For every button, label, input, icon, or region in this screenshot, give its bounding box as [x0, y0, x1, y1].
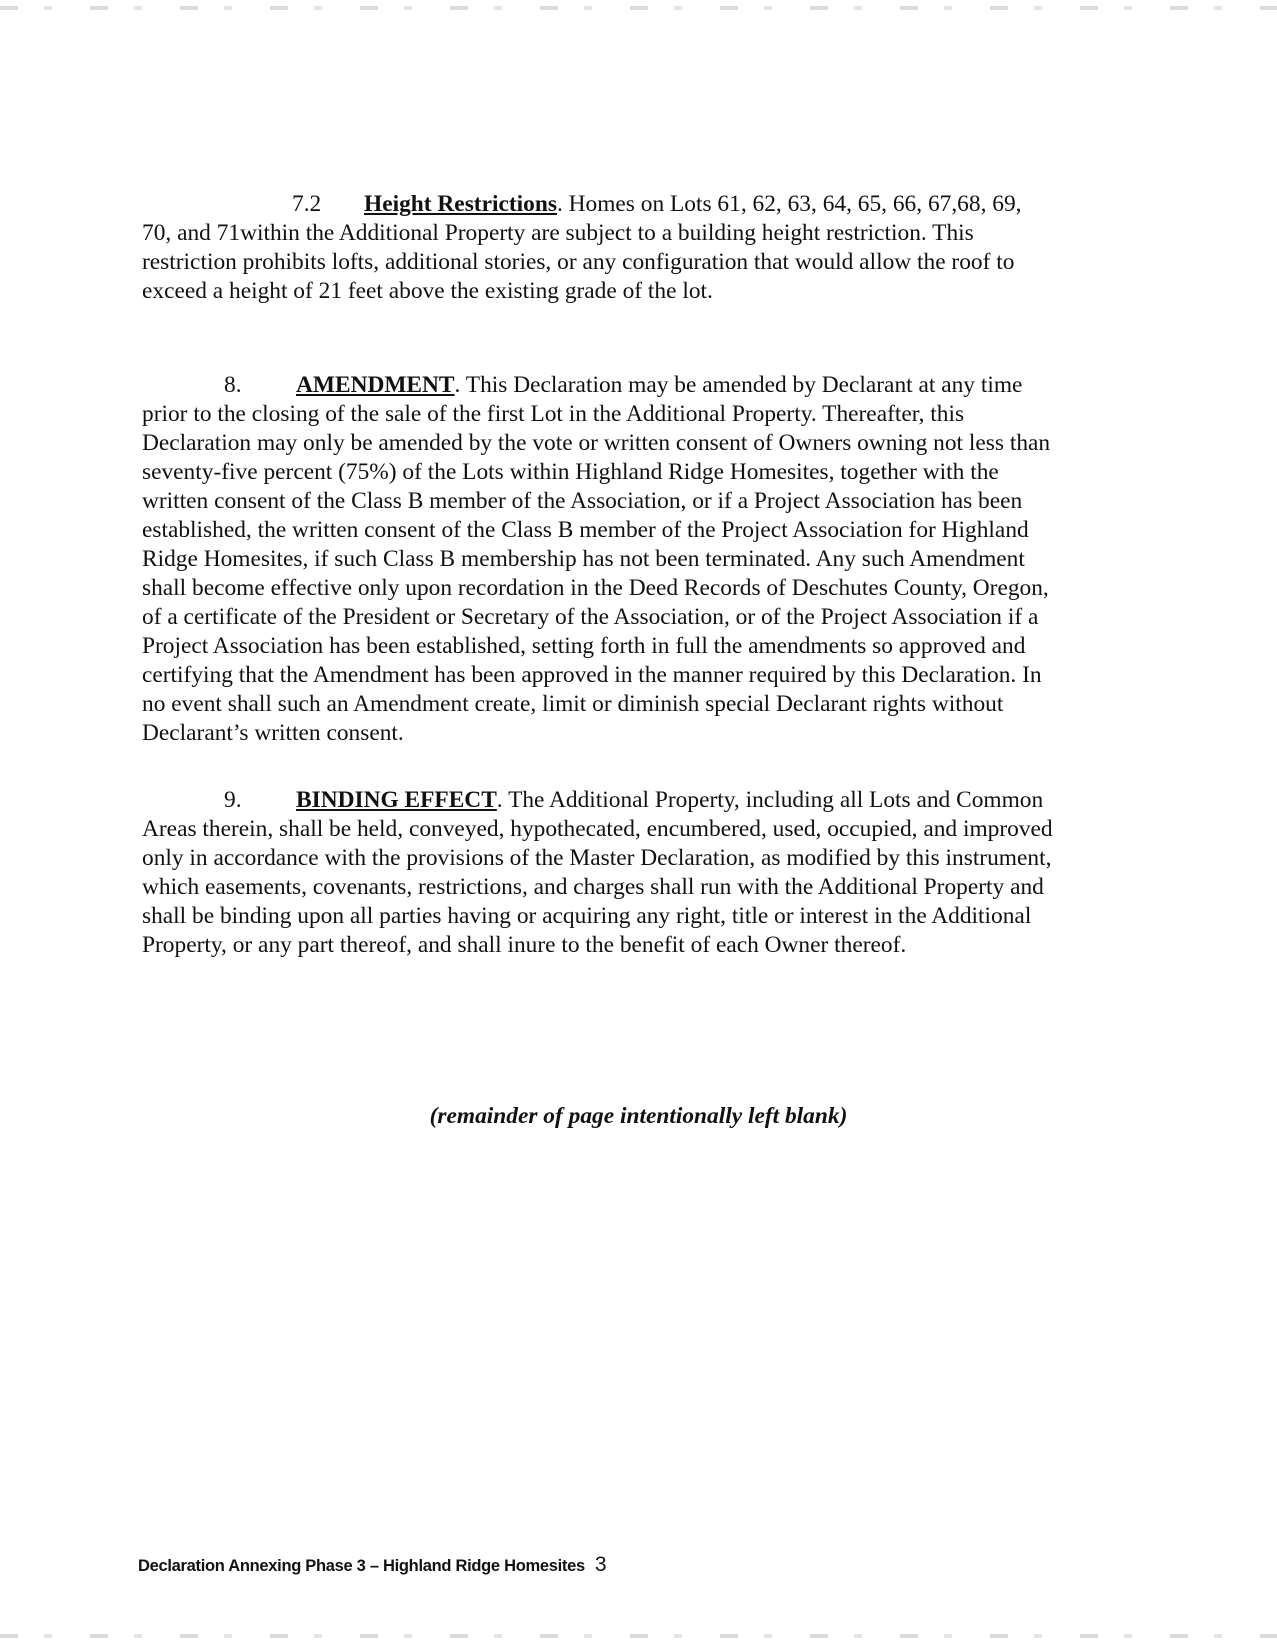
remainder-note: (remainder of page intentionally left blank): [429, 1103, 848, 1129]
section-binding-effect: [142, 786, 1112, 960]
scan-artifact-top: [0, 6, 1277, 10]
paragraph-line: Declaration may only be amended by the vote or written consent of Owners owning not less than: [142, 430, 1051, 456]
paragraph-line: exceed a height of 21 feet above the existing grade of the lot.: [142, 278, 713, 304]
paragraph-line: shall be binding upon all parties having or acquiring any right, title or interest in the Additional: [142, 903, 1032, 929]
paragraph-line: [142, 786, 1112, 815]
paragraph-line: Ridge Homesites, if such Class B membership has not been terminated. Any such Amendment: [142, 546, 1025, 572]
paragraph-line: only in accordance with the provisions of the Master Declaration, as modified by this instrument,: [142, 845, 1052, 871]
page-footer: [138, 1553, 606, 1577]
section-heading: AMENDMENT: [296, 372, 455, 398]
paragraph-line: no event shall such an Amendment create, limit or diminish special Declarant rights without: [142, 691, 1004, 717]
section-number: 9.: [224, 787, 242, 813]
paragraph-line: [142, 190, 1112, 219]
paragraph-line: written consent of the Class B member of the Association, or if a Project Association has been: [142, 488, 1023, 514]
paragraph-line: seventy-five percent (75%) of the Lots within Highland Ridge Homesites, together with the: [142, 459, 999, 485]
section-number: 7.2: [292, 191, 322, 217]
paragraph-line: [142, 371, 1112, 400]
section-number: 8.: [224, 372, 242, 398]
paragraph-line: restriction prohibits lofts, additional stories, or any configuration that would allow the roof to: [142, 249, 1015, 275]
paragraph-text: . This Declaration may be amended by Declarant at any time: [454, 372, 1023, 398]
scan-artifact-bottom: [0, 1634, 1277, 1638]
footer-title: Declaration Annexing Phase 3 – Highland Ridge Homesites: [138, 1557, 585, 1575]
page-number: 3: [594, 1553, 607, 1576]
paragraph-text: . Homes on Lots 61, 62, 63, 64, 65, 66, 67,68, 69,: [556, 191, 1022, 217]
paragraph-line: Project Association has been established, setting forth in full the amendments so approved and: [142, 633, 1026, 659]
paragraph-line: of a certificate of the President or Secretary of the Association, or of the Project Association if a: [142, 604, 1039, 630]
paragraph-text: . The Additional Property, including all Lots and Common: [496, 787, 1044, 813]
paragraph-line: which easements, covenants, restrictions, and charges shall run with the Additional Property and: [142, 874, 1044, 900]
paragraph-line: certifying that the Amendment has been approved in the manner required by this Declaration. In: [142, 662, 1042, 688]
paragraph-line: Property, or any part thereof, and shall inure to the benefit of each Owner thereof.: [142, 932, 907, 958]
section-heading: BINDING EFFECT: [296, 787, 497, 813]
paragraph-line: prior to the closing of the sale of the first Lot in the Additional Property. Thereafter, this: [142, 401, 965, 427]
paragraph-line: shall become effective only upon recordation in the Deed Records of Deschutes County, Oregon,: [142, 575, 1049, 601]
section-height-restrictions: [142, 190, 1112, 306]
section-heading: Height Restrictions: [364, 191, 557, 217]
section-amendment: [142, 371, 1112, 748]
paragraph-line: established, the written consent of the Class B member of the Project Association for Highland: [142, 517, 1029, 543]
paragraph-line: 70, and 71within the Additional Property are subject to a building height restriction. This: [142, 220, 974, 246]
paragraph-line: Areas therein, shall be held, conveyed, hypothecated, encumbered, used, occupied, and improved: [142, 816, 1053, 842]
paragraph-line: Declarant’s written consent.: [142, 720, 404, 746]
